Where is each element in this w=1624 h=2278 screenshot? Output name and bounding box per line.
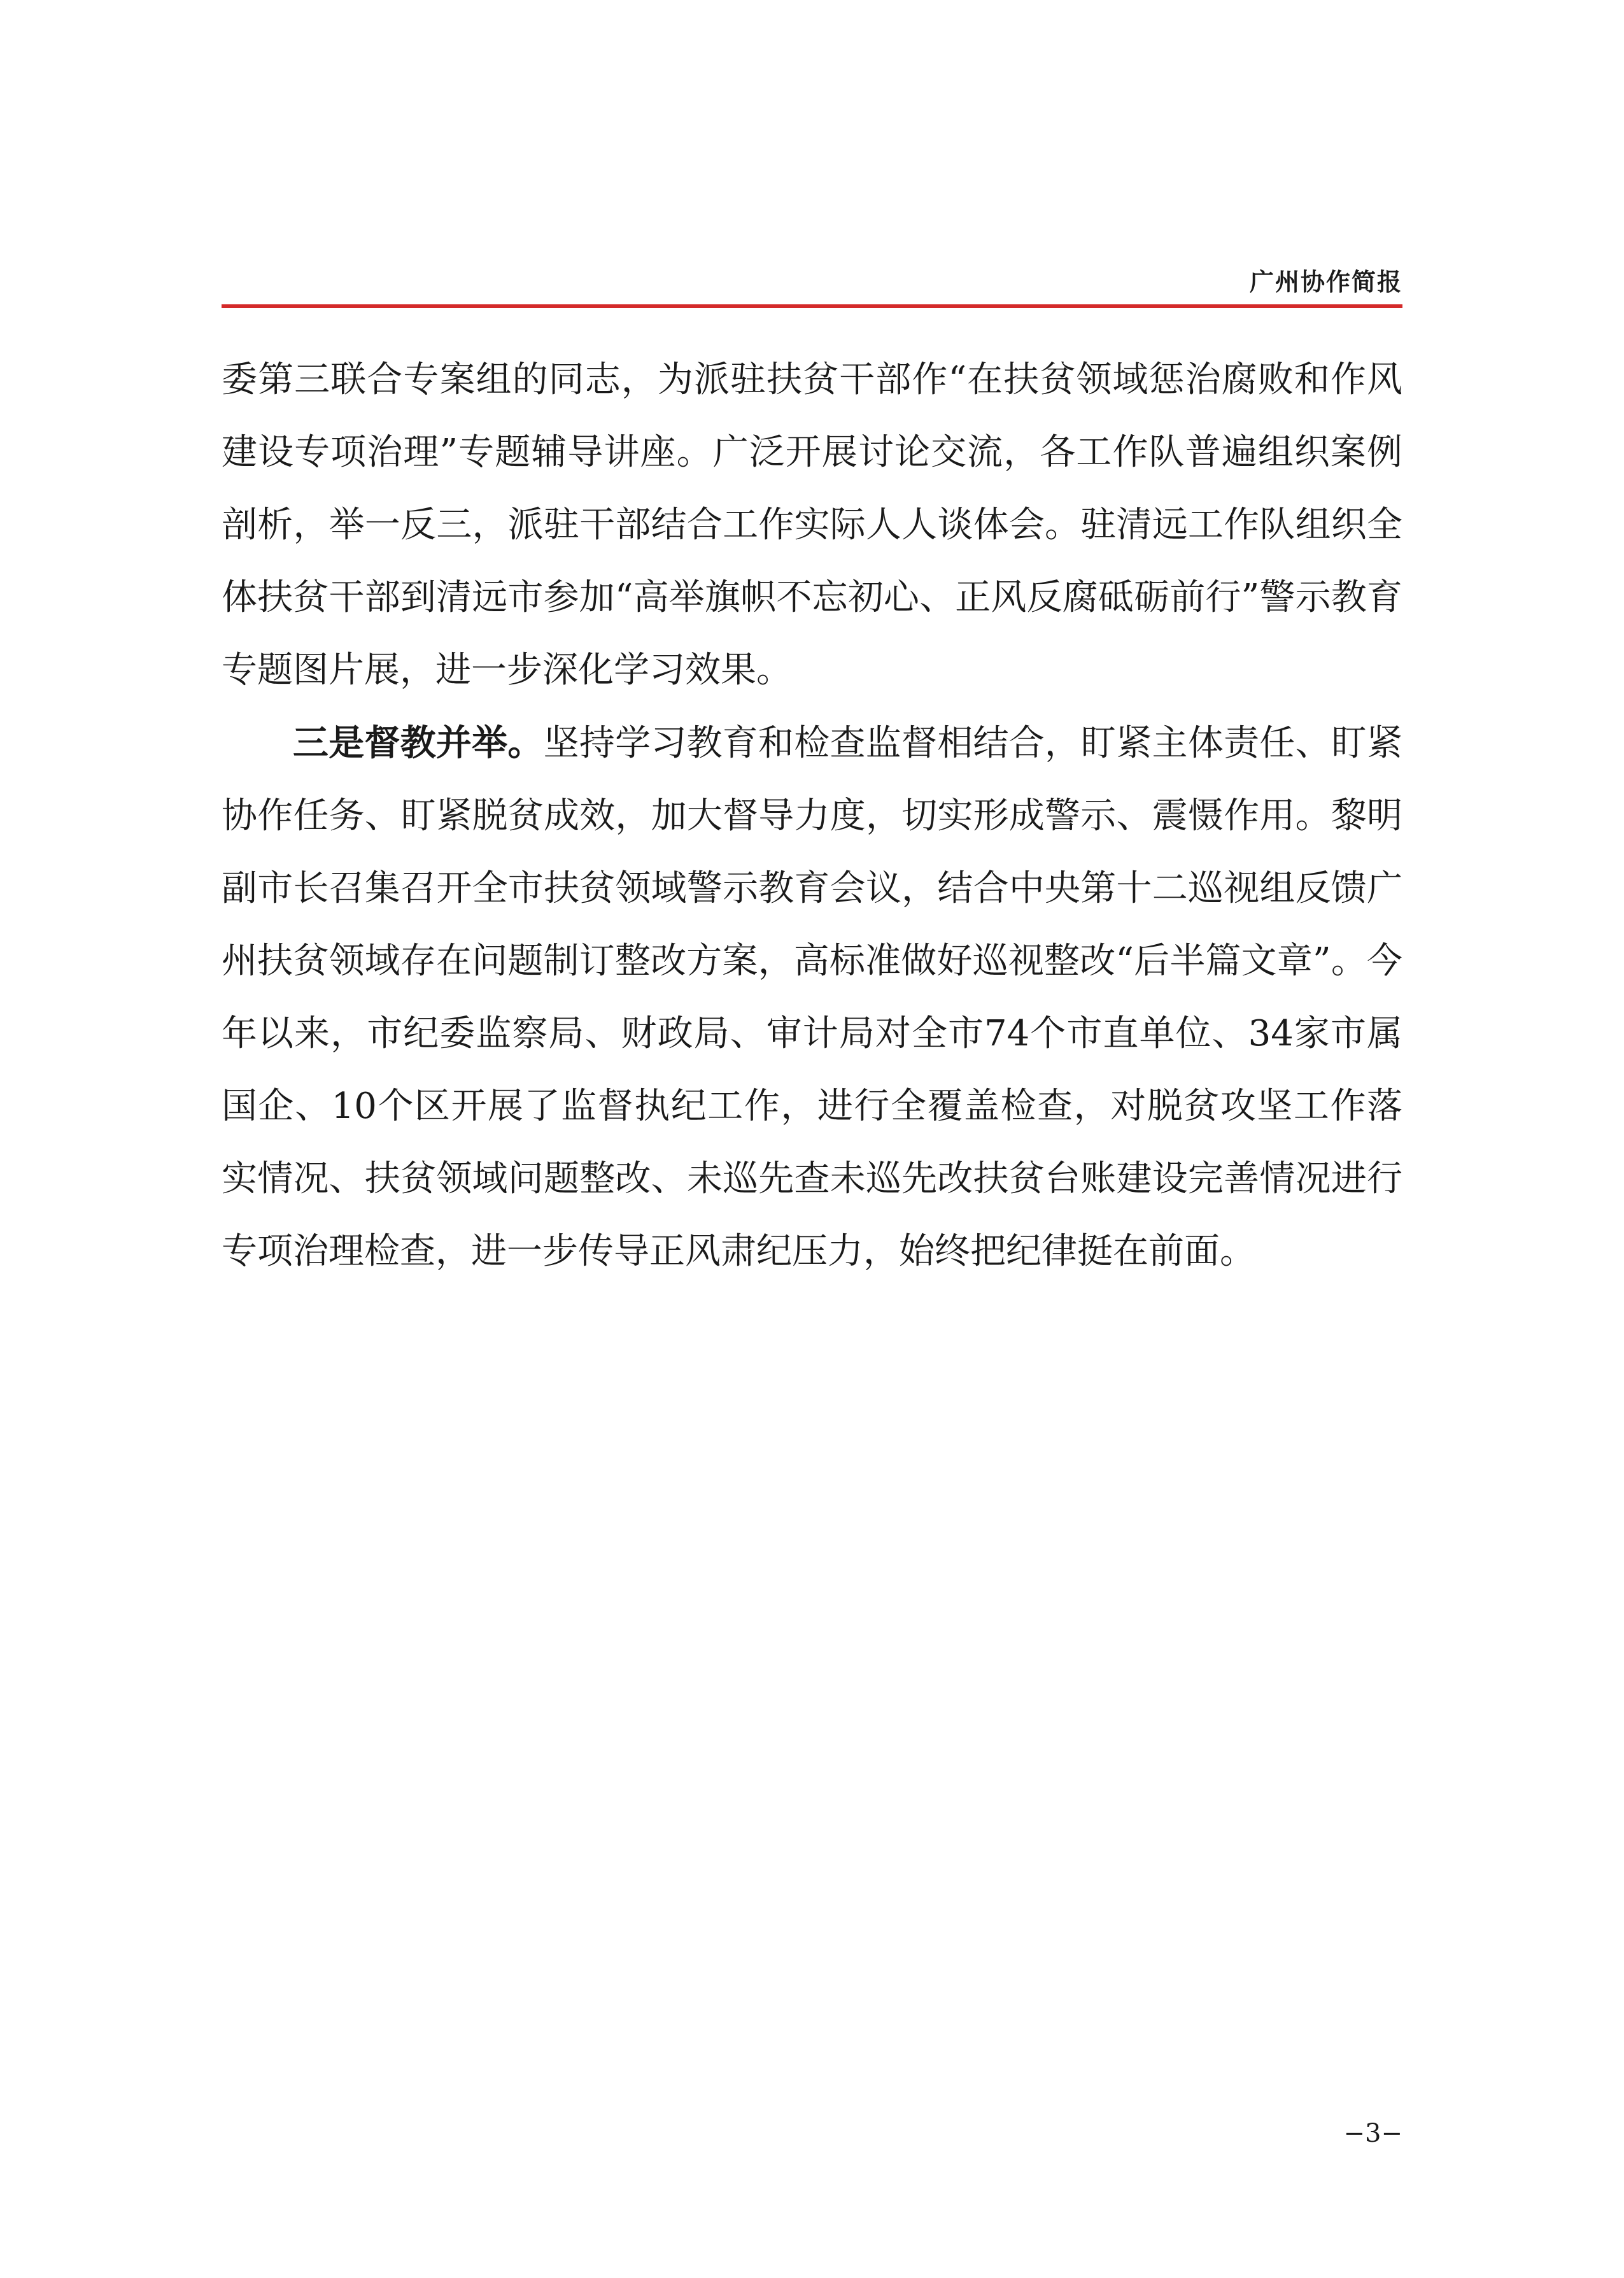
paragraph-2-lead: 三是督教并举。 xyxy=(293,722,544,764)
paragraph-2-text: 坚持学习教育和检查监督相结合，盯紧主体责任、盯紧协作任务、盯紧脱贫成效，加大督导力度，切实形成警示、震慑作用。黎明副市长召集召开全市扶贫领域警示教育会议，结合中央第十二巡视组反馈广州扶贫领域存在问题制订整改方案，高标准做好巡视整改“后半篇文章”。今年以来，市纪委监察局、财政局、审计局对全市74个市直单位、34家市属国企、10个区开展了监督执纪工作，进行全覆盖检查，对脱贫攻坚工作落实情况、扶贫领域问题整改、未巡先查未巡先改扶贫台账建设完善情况进行专项治理检查，进一步传导正风肃纪压力，始终把纪律挺在前面。 xyxy=(222,723,1403,1272)
page-number: −3− xyxy=(1343,2119,1402,2148)
paragraph-1-text: 委第三联合专案组的同志，为派驻扶贫干部作“在扶贫领域惩治腐败和作风建设专项治理”专题辅导讲座。广泛开展讨论交流，各工作队普遍组织案例剖析，举一反三，派驻干部结合工作实际人人谈体会。驻清远工作队组织全体扶贫干部到清远市参加“高举旗帜不忘初心、正风反腐砥砺前行”警示教育专题图片展，进一步深化学习效果。 xyxy=(222,359,1402,691)
paragraph-2 xyxy=(222,707,1402,1288)
article-body xyxy=(222,344,1402,1288)
header-divider xyxy=(222,304,1402,308)
paragraph-1 xyxy=(222,344,1402,707)
header-title: 广州协作简报 xyxy=(1249,267,1402,296)
